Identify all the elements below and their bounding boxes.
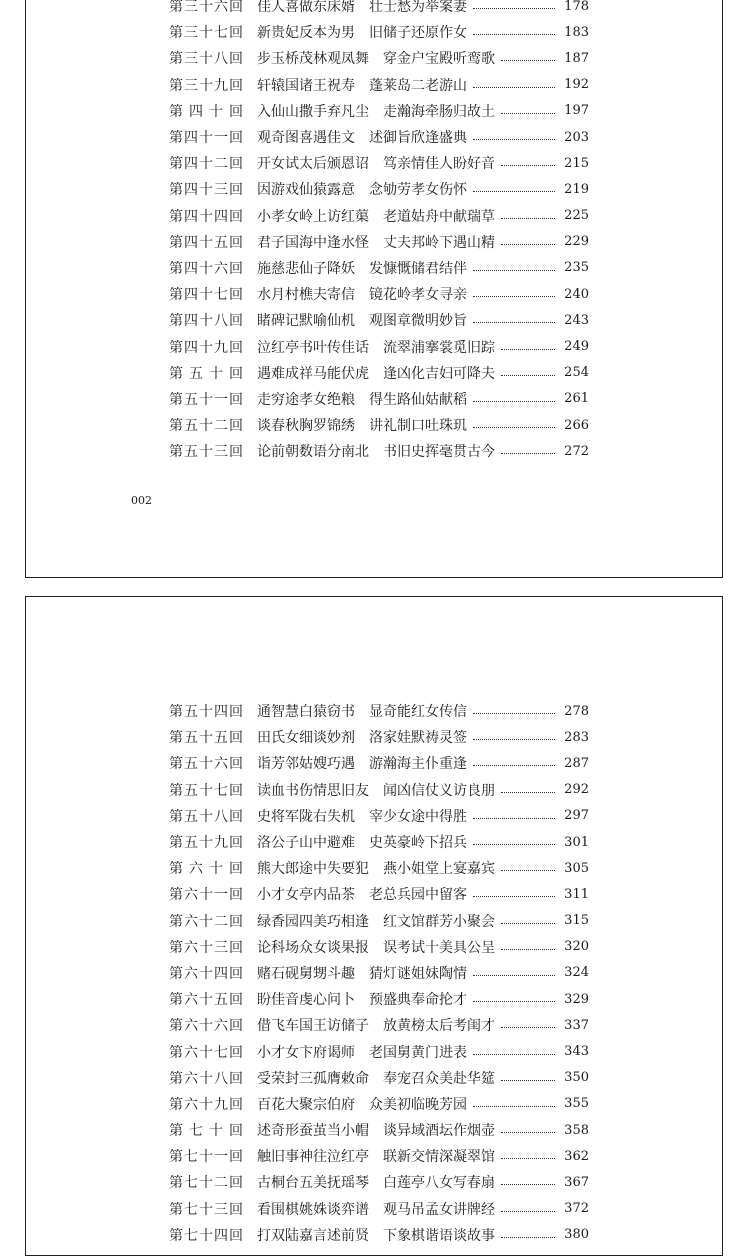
chapter-page-number: 372 <box>564 1201 589 1217</box>
toc-entry <box>169 750 589 776</box>
dot-leader <box>473 182 555 196</box>
chapter-title-second-line: 壮士愁为举案妻 <box>369 0 467 16</box>
toc-list <box>169 698 589 1248</box>
chapter-number: 第五十二回 <box>169 418 243 435</box>
chapter-title-second-line: 老总兵园中留客 <box>369 887 467 904</box>
chapter-page-number: 192 <box>564 77 589 93</box>
chapter-number: 第三十七回 <box>169 25 243 42</box>
chapter-number: 第六十六回 <box>169 1018 243 1035</box>
chapter-title-second-line: 逢凶化吉妇可降夫 <box>383 365 495 382</box>
chapter-number: 第四十回 <box>169 103 243 120</box>
dot-leader <box>501 914 555 928</box>
chapter-number: 第六十四回 <box>169 965 243 982</box>
chapter-page-number: 261 <box>564 391 589 407</box>
chapter-title-first-line: 走穷途孝女绝粮 <box>257 391 355 408</box>
toc-entry <box>169 229 589 255</box>
toc-entry <box>169 72 589 98</box>
chapter-page-number: 235 <box>564 260 589 276</box>
chapter-page-number: 215 <box>564 155 589 171</box>
dot-leader <box>501 340 555 354</box>
toc-entry <box>169 203 589 229</box>
dot-leader <box>501 861 555 875</box>
dot-leader <box>473 835 555 849</box>
chapter-number: 第五十六回 <box>169 756 243 773</box>
chapter-title-first-line: 洛公子山中避难 <box>257 835 355 852</box>
chapter-page-number: 219 <box>564 181 589 197</box>
chapter-title-second-line: 放黄榜太后考闺才 <box>383 1018 495 1035</box>
dot-leader <box>473 78 555 92</box>
chapter-number: 第六十二回 <box>169 913 243 930</box>
toc-entry <box>169 386 589 412</box>
chapter-page-number: 297 <box>564 808 589 824</box>
chapter-title-second-line: 奉宠召众美赴华筵 <box>383 1070 495 1087</box>
dot-leader <box>473 756 555 770</box>
chapter-title-second-line: 老国舅黄门进表 <box>369 1044 467 1061</box>
chapter-title-first-line: 入仙山撒手弃凡尘 <box>257 103 369 120</box>
dot-leader <box>501 444 555 458</box>
chapter-title-second-line: 得生路仙姑献稻 <box>369 391 467 408</box>
chapter-number: 第七十三回 <box>169 1201 243 1218</box>
chapter-title-first-line: 新贵妃反本为男 <box>257 25 355 42</box>
dot-leader <box>501 51 555 65</box>
chapter-number: 第七十回 <box>169 1123 243 1140</box>
chapter-title-first-line: 田氏女细谈妙剂 <box>257 730 355 747</box>
chapter-title-second-line: 讲礼制口吐珠玑 <box>369 418 467 435</box>
chapter-title-second-line: 史英豪岭下招兵 <box>369 835 467 852</box>
toc-entry <box>169 307 589 333</box>
dot-leader <box>501 1149 555 1163</box>
chapter-title-first-line: 观奇图喜遇佳文 <box>257 130 355 147</box>
chapter-title-second-line: 预盛典奉命抡才 <box>369 992 467 1009</box>
dot-leader <box>473 809 555 823</box>
chapter-title-second-line: 红文馆群芳小聚会 <box>383 913 495 930</box>
chapter-title-first-line: 因游戏仙猿露意 <box>257 182 355 199</box>
chapter-title-first-line: 通智慧白猿窃书 <box>257 704 355 721</box>
chapter-page-number: 272 <box>564 443 589 459</box>
chapter-number: 第四十六回 <box>169 260 243 277</box>
toc-entry <box>169 1117 589 1143</box>
chapter-number: 第五十八回 <box>169 808 243 825</box>
dot-leader <box>501 156 555 170</box>
chapter-title-first-line: 熊大郎途中失要犯 <box>257 861 369 878</box>
chapter-page-number: 197 <box>564 103 589 119</box>
chapter-number: 第四十一回 <box>169 130 243 147</box>
chapter-title-first-line: 打双陆嘉言述前贤 <box>257 1227 369 1244</box>
chapter-page-number: 178 <box>564 0 589 14</box>
chapter-title-second-line: 观马吊孟女讲牌经 <box>383 1201 495 1218</box>
dot-leader <box>473 887 555 901</box>
chapter-page-number: 203 <box>564 129 589 145</box>
chapter-title-second-line: 谈异域酒坛作烟壶 <box>383 1123 495 1140</box>
chapter-number: 第五十四回 <box>169 704 243 721</box>
toc-entry <box>169 698 589 724</box>
toc-entry <box>169 45 589 71</box>
chapter-page-number: 358 <box>564 1122 589 1138</box>
chapter-number: 第四十二回 <box>169 156 243 173</box>
dot-leader <box>473 392 555 406</box>
dot-leader <box>501 783 555 797</box>
chapter-number: 第六十七回 <box>169 1044 243 1061</box>
chapter-page-number: 292 <box>564 782 589 798</box>
toc-entry <box>169 960 589 986</box>
chapter-title-second-line: 白莲亭八女写春扇 <box>383 1175 495 1192</box>
toc-entry <box>169 777 589 803</box>
toc-page-bottom <box>25 596 723 1256</box>
chapter-number: 第五十一回 <box>169 391 243 408</box>
chapter-page-number: 287 <box>564 755 589 771</box>
chapter-title-second-line: 老道姑舟中献瑞草 <box>383 208 495 225</box>
chapter-title-first-line: 泣红亭书叶传佳话 <box>257 339 369 356</box>
dot-leader <box>501 1018 555 1032</box>
toc-entry <box>169 1091 589 1117</box>
toc-entry <box>169 1012 589 1038</box>
toc-entry <box>169 908 589 934</box>
dot-leader <box>473 130 555 144</box>
chapter-title-second-line: 闻凶信仗义访良朋 <box>383 782 495 799</box>
chapter-title-second-line: 洛家娃默祷灵签 <box>369 730 467 747</box>
toc-entry <box>169 98 589 124</box>
toc-entry <box>169 1038 589 1064</box>
chapter-page-number: 283 <box>564 729 589 745</box>
chapter-number: 第五十七回 <box>169 782 243 799</box>
toc-entry <box>169 333 589 359</box>
chapter-title-first-line: 诣芳邻姑嫂巧遇 <box>257 756 355 773</box>
chapter-page-number: 243 <box>564 312 589 328</box>
chapter-number: 第三十九回 <box>169 77 243 94</box>
chapter-title-first-line: 开女试太后颁恩诏 <box>257 156 369 173</box>
chapter-page-number: 320 <box>564 939 589 955</box>
dot-leader <box>473 313 555 327</box>
dot-leader <box>473 704 555 718</box>
chapter-title-first-line: 触旧事神往泣红亭 <box>257 1149 369 1166</box>
chapter-number: 第三十六回 <box>169 0 243 16</box>
toc-entry <box>169 829 589 855</box>
chapter-title-second-line: 显奇能红女传信 <box>369 704 467 721</box>
toc-entry <box>169 1222 589 1248</box>
chapter-page-number: 301 <box>564 834 589 850</box>
dot-leader <box>473 25 555 39</box>
chapter-title-second-line: 宰少女途中得胜 <box>369 808 467 825</box>
chapter-number: 第四十七回 <box>169 287 243 304</box>
chapter-page-number: 350 <box>564 1070 589 1086</box>
chapter-title-first-line: 古桐台五美抚瑶琴 <box>257 1175 369 1192</box>
chapter-title-second-line: 观图章微明妙旨 <box>369 313 467 330</box>
toc-entry <box>169 412 589 438</box>
chapter-title-first-line: 遇难成祥马能伏虎 <box>257 365 369 382</box>
chapter-title-second-line: 发慷慨储君结伴 <box>369 260 467 277</box>
chapter-page-number: 187 <box>564 50 589 66</box>
chapter-title-second-line: 穿金户宝殿听鸾歌 <box>383 51 495 68</box>
chapter-title-first-line: 论前朝数语分南北 <box>257 444 369 461</box>
toc-entry <box>169 281 589 307</box>
dot-leader <box>473 418 555 432</box>
chapter-title-first-line: 君子国海中逢水怪 <box>257 234 369 251</box>
chapter-number: 第五十回 <box>169 365 243 382</box>
toc-entry <box>169 1196 589 1222</box>
chapter-number: 第三十八回 <box>169 51 243 68</box>
chapter-page-number: 362 <box>564 1148 589 1164</box>
chapter-page-number: 367 <box>564 1174 589 1190</box>
chapter-title-second-line: 述御旨欣逢盛典 <box>369 130 467 147</box>
dot-leader <box>501 1175 555 1189</box>
chapter-title-first-line: 受荣封三孤膺敕命 <box>257 1070 369 1087</box>
chapter-title-first-line: 谈春秋胸罗锦绣 <box>257 418 355 435</box>
chapter-number: 第六十回 <box>169 861 243 878</box>
chapter-title-first-line: 借飞车国王访储子 <box>257 1018 369 1035</box>
chapter-title-second-line: 笃亲情佳人盼好音 <box>383 156 495 173</box>
dot-leader <box>501 940 555 954</box>
toc-entry <box>169 855 589 881</box>
chapter-title-first-line: 小才女亭内品茶 <box>257 887 355 904</box>
chapter-title-second-line: 众美初临晚芳园 <box>369 1096 467 1113</box>
toc-entry <box>169 1065 589 1091</box>
dot-leader <box>473 0 555 13</box>
dot-leader <box>473 261 555 275</box>
chapter-title-second-line: 游瀚海主仆重逢 <box>369 756 467 773</box>
chapter-page-number: 329 <box>564 991 589 1007</box>
chapter-title-first-line: 盼佳音虔心问卜 <box>257 992 355 1009</box>
toc-list <box>169 0 589 464</box>
dot-leader <box>473 992 555 1006</box>
chapter-number: 第五十三回 <box>169 444 243 461</box>
toc-entry <box>169 724 589 750</box>
chapter-number: 第五十九回 <box>169 835 243 852</box>
chapter-title-first-line: 述奇形蚕茧当小帽 <box>257 1123 369 1140</box>
chapter-page-number: 249 <box>564 339 589 355</box>
chapter-title-second-line: 旧储子还原作女 <box>369 25 467 42</box>
chapter-title-first-line: 水月村樵夫寄信 <box>257 287 355 304</box>
chapter-page-number: 225 <box>564 208 589 224</box>
dot-leader <box>473 1045 555 1059</box>
chapter-title-second-line: 联新交情深凝翠馆 <box>383 1149 495 1166</box>
chapter-title-first-line: 绿香园四美巧相逢 <box>257 913 369 930</box>
chapter-page-number: 266 <box>564 417 589 433</box>
dot-leader <box>501 1228 555 1242</box>
chapter-number: 第六十五回 <box>169 992 243 1009</box>
chapter-page-number: 240 <box>564 286 589 302</box>
chapter-title-second-line: 燕小姐堂上宴嘉宾 <box>383 861 495 878</box>
toc-entry <box>169 438 589 464</box>
chapter-page-number: 315 <box>564 913 589 929</box>
chapter-page-number: 355 <box>564 1096 589 1112</box>
toc-entry <box>169 1169 589 1195</box>
dot-leader <box>501 1071 555 1085</box>
chapter-page-number: 278 <box>564 703 589 719</box>
chapter-title-first-line: 赌石砚舅甥斗趣 <box>257 965 355 982</box>
dot-leader <box>473 966 555 980</box>
chapter-title-first-line: 看围棋姚姝谈弈谱 <box>257 1201 369 1218</box>
chapter-title-first-line: 步玉桥茂林观凤舞 <box>257 51 369 68</box>
chapter-title-second-line: 误考试十美具公呈 <box>383 939 495 956</box>
chapter-title-second-line: 蓬莱岛二老游山 <box>369 77 467 94</box>
chapter-title-second-line: 猜灯谜姐妹陶情 <box>369 965 467 982</box>
chapter-number: 第四十八回 <box>169 313 243 330</box>
dot-leader <box>501 104 555 118</box>
chapter-page-number: 254 <box>564 365 589 381</box>
dot-leader <box>501 1123 555 1137</box>
chapter-page-number: 311 <box>564 886 589 902</box>
dot-leader <box>473 730 555 744</box>
chapter-number: 第七十二回 <box>169 1175 243 1192</box>
chapter-number: 第五十五回 <box>169 730 243 747</box>
chapter-number: 第七十一回 <box>169 1149 243 1166</box>
chapter-title-second-line: 书旧史挥毫贯古今 <box>383 444 495 461</box>
chapter-page-number: 380 <box>564 1227 589 1243</box>
chapter-title-second-line: 走瀚海牵肠归故土 <box>383 103 495 120</box>
dot-leader <box>501 235 555 249</box>
toc-entry <box>169 986 589 1012</box>
chapter-number: 第四十四回 <box>169 208 243 225</box>
chapter-title-first-line: 史将军陇右失机 <box>257 808 355 825</box>
chapter-title-second-line: 镜花岭孝女寻亲 <box>369 287 467 304</box>
chapter-page-number: 337 <box>564 1017 589 1033</box>
toc-entry <box>169 1143 589 1169</box>
chapter-title-first-line: 读血书伤情思旧友 <box>257 782 369 799</box>
chapter-title-second-line: 下象棋谐语谈故事 <box>383 1227 495 1244</box>
chapter-title-first-line: 百花大聚宗伯府 <box>257 1096 355 1113</box>
chapter-title-first-line: 睹碑记默喻仙机 <box>257 313 355 330</box>
dot-leader <box>501 366 555 380</box>
dot-leader <box>501 1202 555 1216</box>
toc-entry <box>169 0 589 19</box>
chapter-title-second-line: 流翠浦搴裳觅旧踪 <box>383 339 495 356</box>
toc-entry <box>169 360 589 386</box>
toc-entry <box>169 255 589 281</box>
chapter-page-number: 324 <box>564 965 589 981</box>
toc-entry <box>169 124 589 150</box>
toc-entry <box>169 150 589 176</box>
chapter-number: 第六十一回 <box>169 887 243 904</box>
chapter-page-number: 305 <box>564 860 589 876</box>
chapter-number: 第六十九回 <box>169 1096 243 1113</box>
page-number: 002 <box>131 494 152 507</box>
chapter-title-first-line: 施慈悲仙子降妖 <box>257 260 355 277</box>
chapter-title-second-line: 丈夫邦岭下遇山精 <box>383 234 495 251</box>
dot-leader <box>473 1097 555 1111</box>
chapter-number: 第六十三回 <box>169 939 243 956</box>
toc-entry <box>169 881 589 907</box>
chapter-page-number: 183 <box>564 24 589 40</box>
chapter-number: 第六十八回 <box>169 1070 243 1087</box>
toc-entry <box>169 176 589 202</box>
chapter-title-second-line: 念劬劳孝女伤怀 <box>369 182 467 199</box>
chapter-title-first-line: 论科场众女谈果报 <box>257 939 369 956</box>
dot-leader <box>501 209 555 223</box>
toc-entry <box>169 19 589 45</box>
chapter-page-number: 229 <box>564 234 589 250</box>
toc-entry <box>169 934 589 960</box>
chapter-number: 第四十九回 <box>169 339 243 356</box>
chapter-title-first-line: 小孝女岭上访红蕖 <box>257 208 369 225</box>
chapter-page-number: 343 <box>564 1044 589 1060</box>
chapter-number: 第四十三回 <box>169 182 243 199</box>
dot-leader <box>473 287 555 301</box>
chapter-title-first-line: 轩辕国诸王祝寿 <box>257 77 355 94</box>
toc-page-top <box>25 0 723 578</box>
chapter-number: 第四十五回 <box>169 234 243 251</box>
chapter-title-first-line: 小才女卞府谒师 <box>257 1044 355 1061</box>
chapter-title-first-line: 佳人喜做东床婿 <box>257 0 355 16</box>
toc-entry <box>169 803 589 829</box>
chapter-number: 第七十四回 <box>169 1227 243 1244</box>
